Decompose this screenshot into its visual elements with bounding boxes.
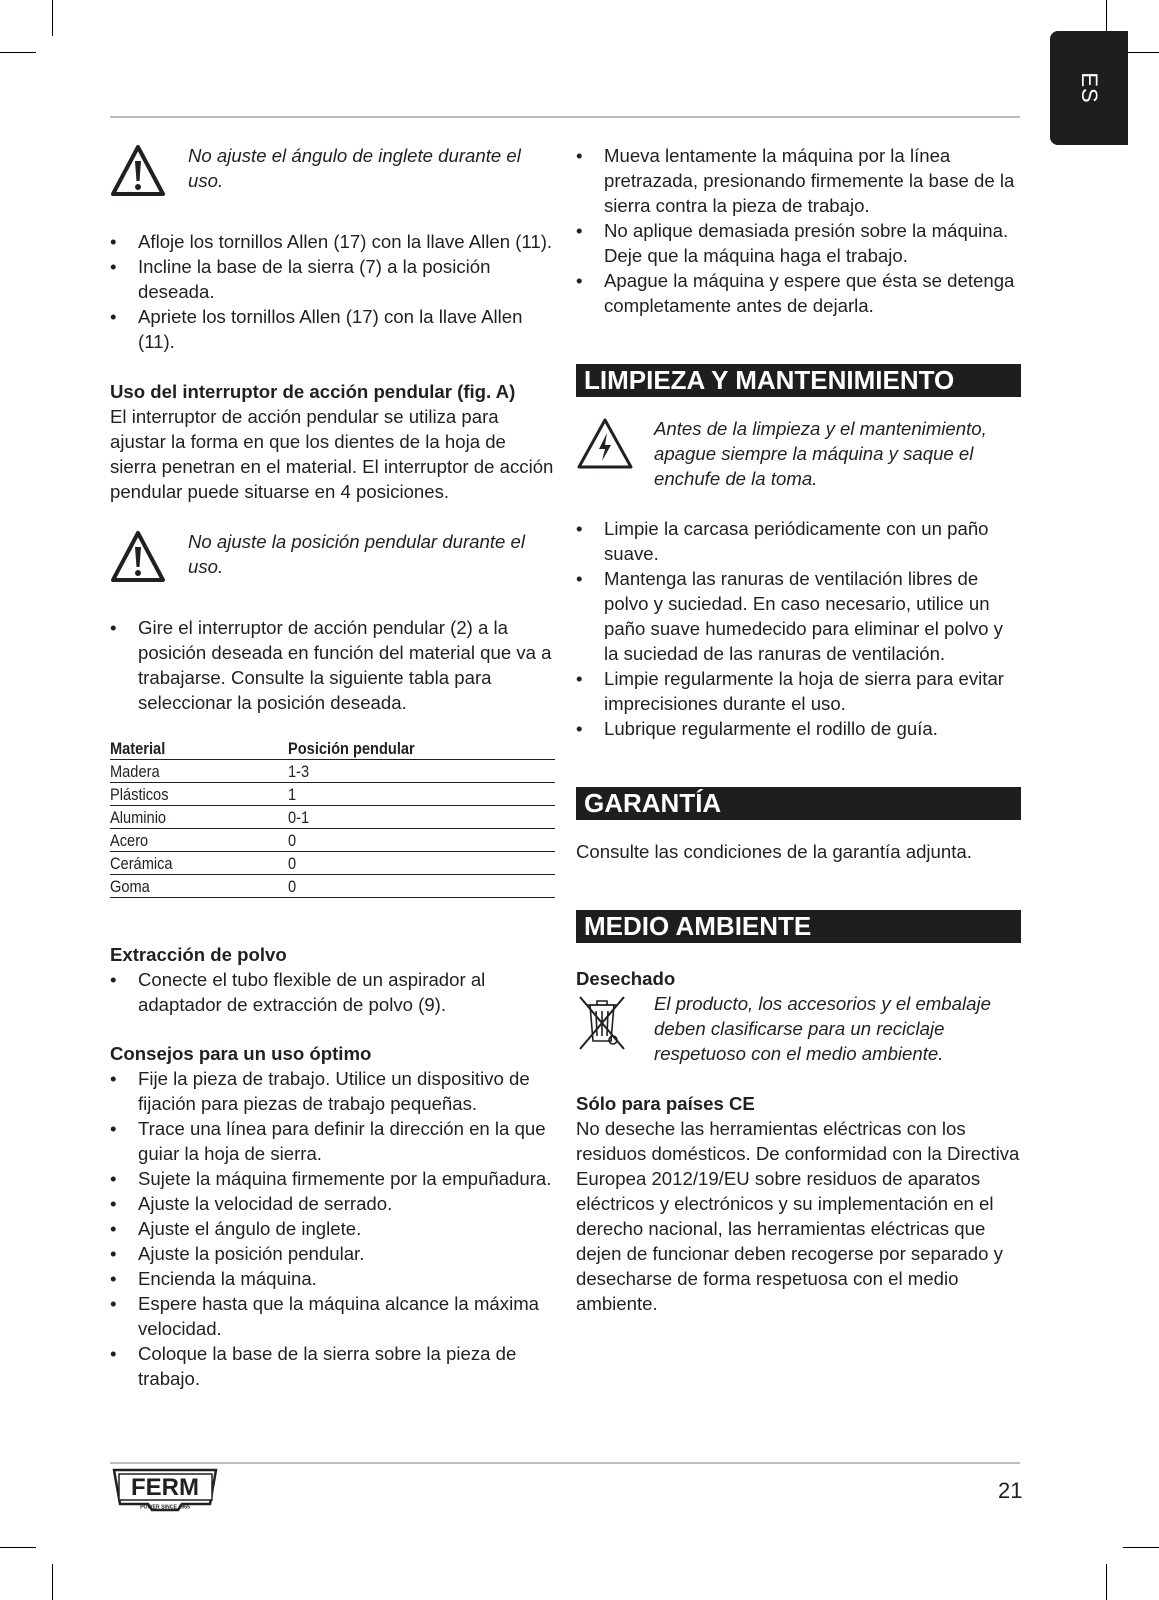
- warning-text: Antes de la limpieza y el mantenimiento, apague siempre la máquina y saque el enchufe de la toma.: [654, 418, 987, 489]
- table-row: [110, 783, 555, 806]
- table-cell: 0: [288, 852, 555, 875]
- crop-mark: [0, 1547, 36, 1548]
- cutting-steps-list: [576, 143, 1021, 318]
- dust-list: [110, 967, 555, 1017]
- cleaning-list: [576, 516, 1021, 741]
- tips-list: [110, 1066, 555, 1391]
- table-row: [110, 760, 555, 783]
- warning-block-pendular: [110, 529, 555, 591]
- language-tab-label: ES: [1077, 72, 1102, 104]
- warning-triangle-icon: [110, 143, 188, 205]
- warning-block-cleaning: [576, 416, 1021, 491]
- disposal-text: El producto, los accesorios y el embalaje deben clasificarse para un reciclaje respetuoso con el medio ambiente.: [654, 993, 991, 1064]
- table-row: [110, 806, 555, 829]
- list-item: • Lubrique regularmente el rodillo de guía.: [576, 716, 1021, 741]
- ferm-logo: [110, 1468, 220, 1514]
- footer-rule: [110, 1462, 1020, 1464]
- table-header: Posición pendular: [288, 737, 555, 760]
- crossed-bin-icon: [576, 991, 654, 1059]
- table-cell: Acero: [110, 829, 288, 852]
- list-item: • Trace una línea para definir la dirección en la que guiar la hoja de sierra.: [110, 1116, 555, 1166]
- bevel-steps-list: [110, 229, 555, 354]
- header-rule: [110, 116, 1020, 118]
- table-cell: Plásticos: [110, 783, 288, 806]
- list-item: • Coloque la base de la sierra sobre la pieza de trabajo.: [110, 1341, 555, 1391]
- tips-heading: Consejos para un uso óptimo: [110, 1043, 372, 1064]
- table-header: Material: [110, 737, 288, 760]
- ce-heading: Sólo para países CE: [576, 1093, 755, 1114]
- disposal-block: [576, 991, 1021, 1066]
- crop-mark: [52, 0, 53, 36]
- table-cell: 1-3: [288, 760, 555, 783]
- crop-mark: [1123, 1547, 1159, 1548]
- crop-mark: [1123, 52, 1159, 53]
- svg-text:POWER SINCE 1965: POWER SINCE 1965: [140, 1504, 190, 1511]
- crop-mark: [0, 52, 36, 53]
- section-title-environment: MEDIO AMBIENTE: [576, 910, 1021, 943]
- pendular-table: [110, 737, 555, 898]
- pendular-heading: Uso del interruptor de acción pendular (fig. A): [110, 381, 516, 402]
- warranty-text: Consulte las condiciones de la garantía adjunta.: [576, 841, 972, 862]
- warning-triangle-icon: [110, 529, 188, 591]
- crop-mark: [52, 1564, 53, 1600]
- right-column: [576, 143, 1021, 1316]
- left-column: [110, 143, 555, 1391]
- list-item: • Sujete la máquina firmemente por la empuñadura.: [110, 1166, 555, 1191]
- electric-hazard-icon: [576, 416, 654, 478]
- crop-mark: [1106, 1564, 1107, 1600]
- disposal-heading: Desechado: [576, 968, 676, 989]
- table-row: [110, 875, 555, 898]
- list-item: • Espere hasta que la máquina alcance la máxima velocidad.: [110, 1291, 555, 1341]
- table-cell: 0: [288, 829, 555, 852]
- table-cell: 0: [288, 875, 555, 898]
- table-cell: 1: [288, 783, 555, 806]
- table-cell: Cerámica: [110, 852, 288, 875]
- list-item: • Fije la pieza de trabajo. Utilice un dispositivo de fijación para piezas de trabajo pequeñas.: [110, 1066, 555, 1116]
- section-title-warranty: GARANTÍA: [576, 787, 1021, 820]
- list-item: • Ajuste la posición pendular.: [110, 1241, 555, 1266]
- list-item: • Conecte el tubo flexible de un aspirador al adaptador de extracción de polvo (9).: [110, 967, 555, 1017]
- table-header-row: [110, 737, 555, 760]
- ce-text: No deseche las herramientas eléctricas con los residuos domésticos. De conformidad con la Directiva Europea 2012/19/EU sobre residuos de aparatos eléctricos y electrónicos y su implementación en el derecho nacional, las herramientas eléctricas que dejen de funcionar deben recogerse por separado y desecharse de forma respetuosa con el medio ambiente.: [576, 1118, 1020, 1314]
- list-item: • Incline la base de la sierra (7) a la posición deseada.: [110, 254, 555, 304]
- table-cell: Goma: [110, 875, 288, 898]
- table-cell: 0-1: [288, 806, 555, 829]
- list-item: • Mantenga las ranuras de ventilación libres de polvo y suciedad. En caso necesario, utilice un paño suave humedecido para eliminar el polvo y la suciedad de las ranuras de ventilación.: [576, 566, 1021, 666]
- pendular-steps-list: [110, 615, 555, 715]
- table-row: [110, 829, 555, 852]
- list-item: • Limpie la carcasa periódicamente con un paño suave.: [576, 516, 1021, 566]
- table-row: [110, 852, 555, 875]
- list-item: • Limpie regularmente la hoja de sierra para evitar imprecisiones durante el uso.: [576, 666, 1021, 716]
- page-number: 21: [998, 1478, 1023, 1503]
- list-item: • Ajuste la velocidad de serrado.: [110, 1191, 555, 1216]
- section-title-cleaning: LIMPIEZA Y MANTENIMIENTO: [576, 364, 1021, 397]
- list-item: • No aplique demasiada presión sobre la máquina. Deje que la máquina haga el trabajo.: [576, 218, 1021, 268]
- list-item: • Afloje los tornillos Allen (17) con la llave Allen (11).: [110, 229, 555, 254]
- warning-text: No ajuste el ángulo de inglete durante el uso.: [188, 145, 521, 191]
- language-tab: [1050, 31, 1128, 145]
- svg-text:FERM: FERM: [131, 1474, 199, 1501]
- list-item: • Apague la máquina y espere que ésta se detenga completamente antes de dejarla.: [576, 268, 1021, 318]
- table-cell: Aluminio: [110, 806, 288, 829]
- list-item: • Encienda la máquina.: [110, 1266, 555, 1291]
- warning-block-miter: [110, 143, 555, 205]
- warning-text: No ajuste la posición pendular durante el uso.: [188, 531, 525, 577]
- list-item: • Apriete los tornillos Allen (17) con la llave Allen (11).: [110, 304, 555, 354]
- pendular-text: El interruptor de acción pendular se utiliza para ajustar la forma en que los dientes de la hoja de sierra penetran en el material. El interruptor de acción pendular puede situarse en 4 posiciones.: [110, 406, 554, 502]
- dust-heading: Extracción de polvo: [110, 944, 287, 965]
- table-cell: Madera: [110, 760, 288, 783]
- list-item: • Ajuste el ángulo de inglete.: [110, 1216, 555, 1241]
- list-item: • Gire el interruptor de acción pendular (2) a la posición deseada en función del material que va a trabajarse. Consulte la siguiente tabla para seleccionar la posición deseada.: [110, 615, 555, 715]
- list-item: • Mueva lentamente la máquina por la línea pretrazada, presionando firmemente la base de la sierra contra la pieza de trabajo.: [576, 143, 1021, 218]
